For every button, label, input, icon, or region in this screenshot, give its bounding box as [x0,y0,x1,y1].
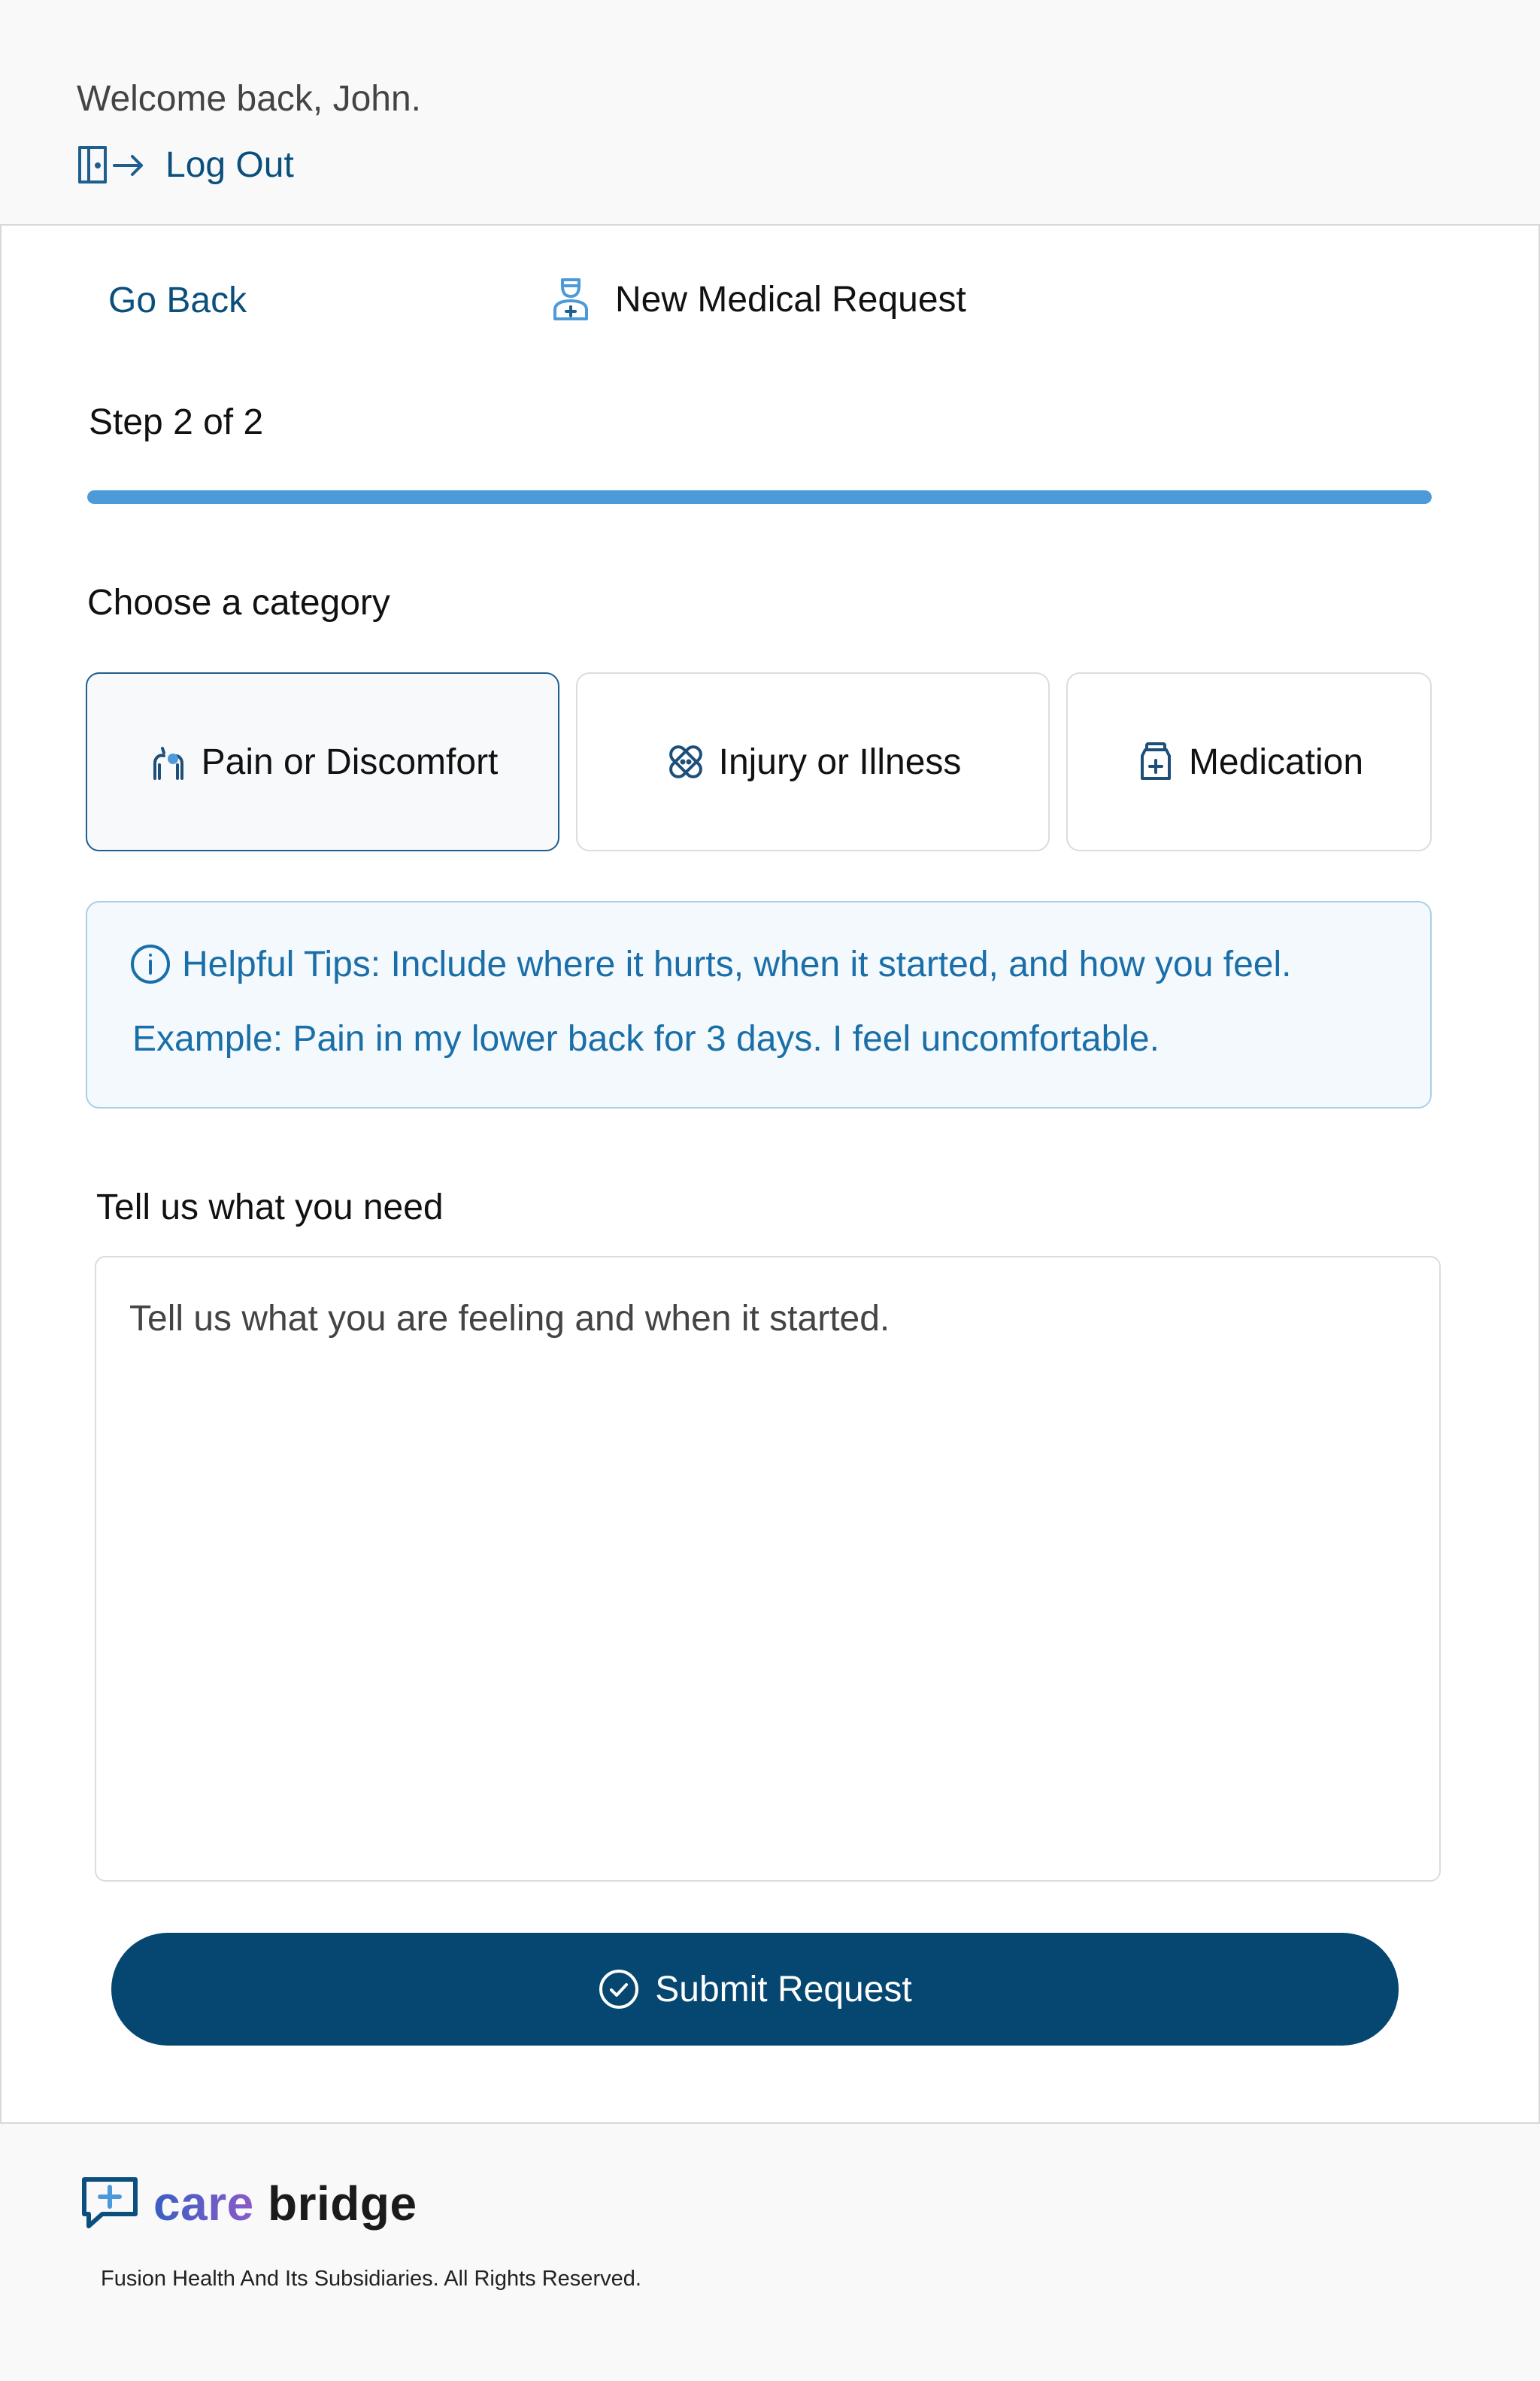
brand-name-care: care [153,2176,254,2231]
submit-request-button[interactable] [111,1933,1399,2046]
bandage-icon [665,741,707,783]
go-back-link[interactable]: Go Back [108,281,247,320]
copyright-text: Fusion Health And Its Subsidiaries. All Rights Reserved. [101,2267,641,2291]
check-circle-icon [598,1968,640,2010]
tips-heading [129,943,1291,985]
request-details-input[interactable] [95,1256,1441,1882]
chat-plus-icon [80,2175,140,2232]
footer [0,2124,1540,2381]
page-header [549,275,966,323]
header [0,0,1540,224]
brand-name [153,2176,417,2231]
category-label: Injury or Illness [718,742,962,782]
request-card [0,224,1540,2124]
page-title: New Medical Request [615,279,966,320]
helpful-tips-box [86,901,1432,1109]
pain-joint-icon [147,741,189,783]
info-icon [129,943,171,985]
nurse-icon [549,275,593,323]
request-field-label: Tell us what you need [96,1187,444,1227]
logout-label: Log Out [165,144,294,185]
logout-link[interactable] [75,143,294,187]
category-section-label: Choose a category [87,583,390,623]
medicine-bottle-icon [1135,741,1177,783]
tips-text: Helpful Tips: Include where it hurts, when it started, and how you feel. [182,944,1292,984]
category-pain-discomfort[interactable] [86,672,559,851]
progress-fill [87,490,1432,504]
category-injury-illness[interactable] [576,672,1050,851]
category-medication[interactable] [1066,672,1432,851]
brand-name-bridge: bridge [267,2176,417,2231]
welcome-message: Welcome back, John. [77,79,421,119]
step-indicator: Step 2 of 2 [89,402,264,442]
submit-label: Submit Request [655,1969,912,2009]
category-label: Pain or Discomfort [201,742,499,782]
progress-bar [87,490,1432,504]
category-label: Medication [1188,742,1364,782]
tips-example: Example: Pain in my lower back for 3 days. I feel uncomfortable. [132,1019,1160,1059]
brand-logo [80,2175,417,2232]
logout-door-arrow-icon [75,143,149,187]
